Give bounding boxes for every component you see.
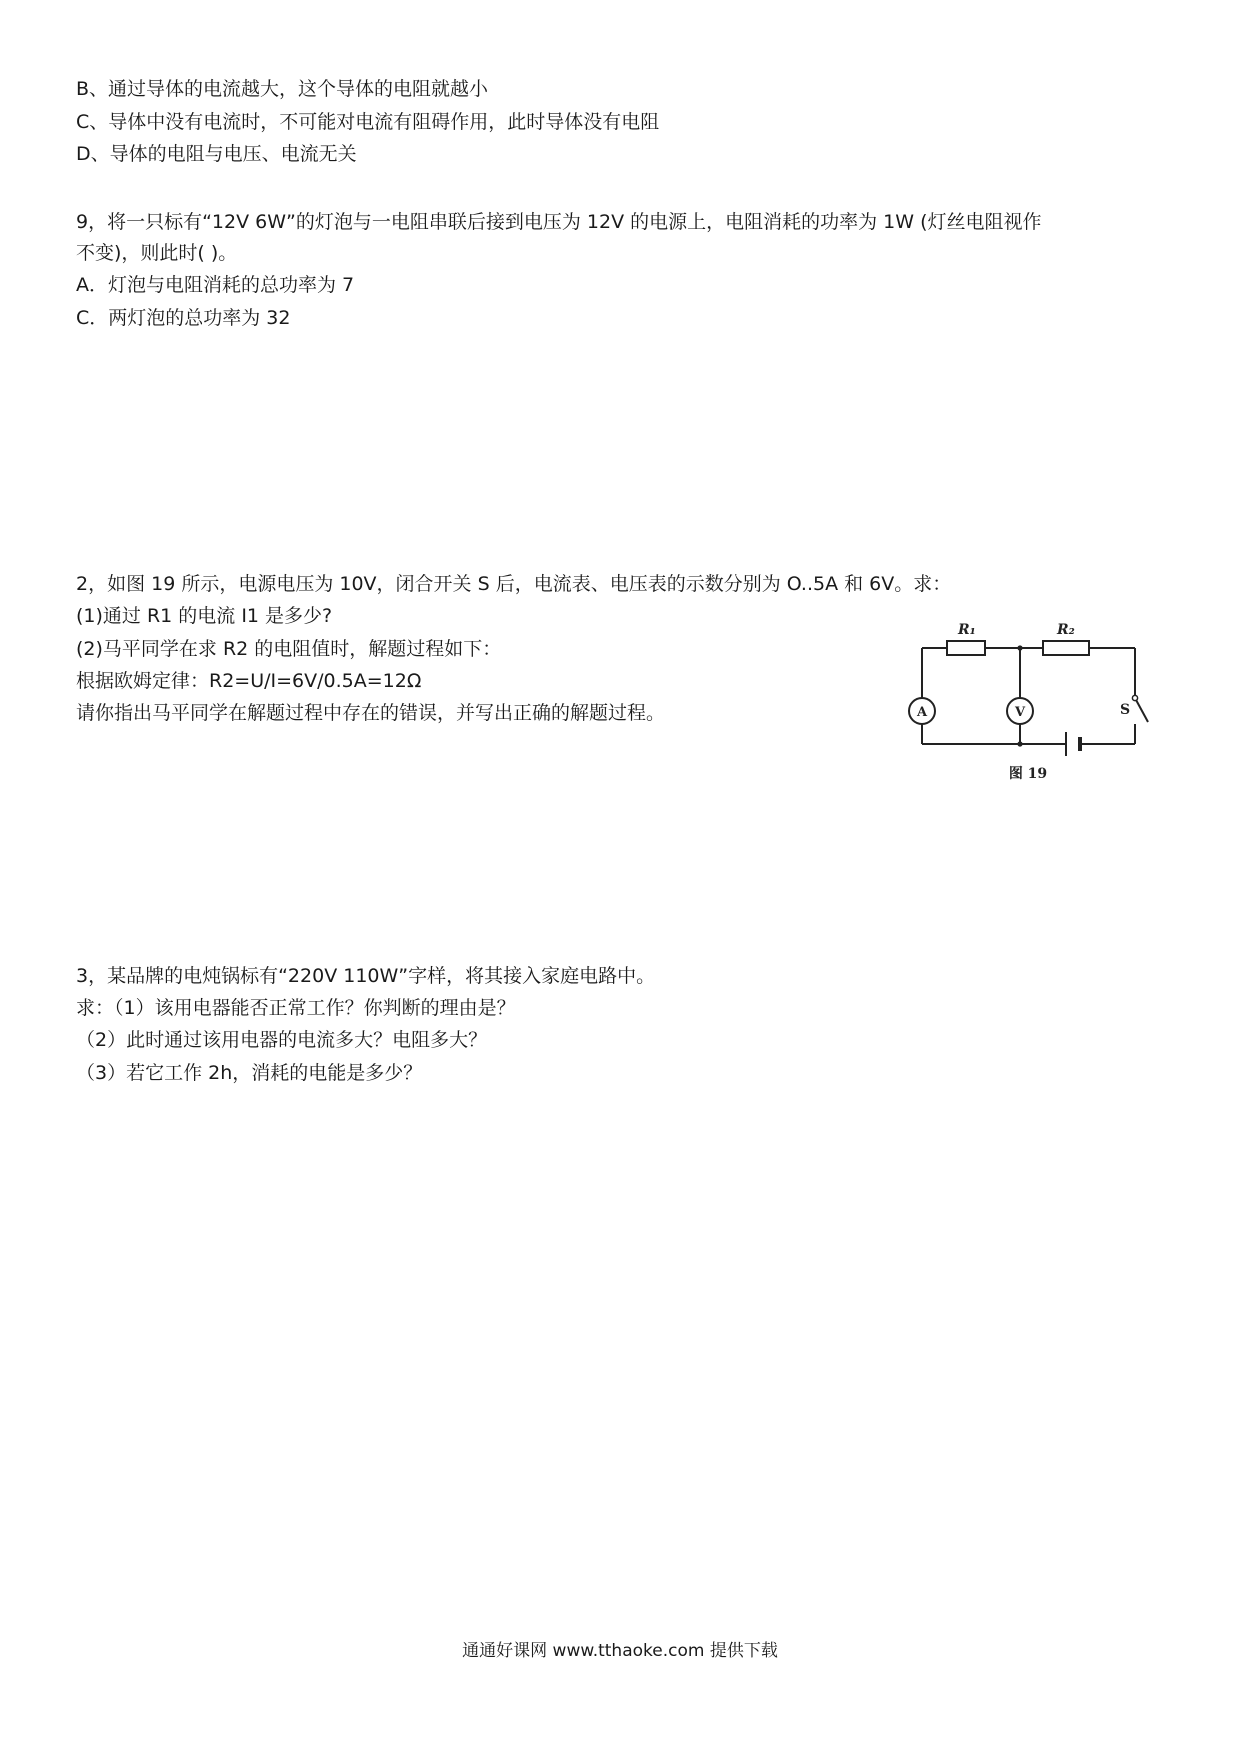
p2-part1: (1)通过 R1 的电流 I1 是多少? (76, 605, 333, 627)
p2-part2: (2)马平同学在求 R2 的电阻值时，解题过程如下： (76, 638, 502, 660)
q8-option-c: C、导体中没有电流时，不可能对电流有阻碍作用，此时导体没有电阻 (76, 111, 660, 133)
p2-work: 根据欧姆定律：R2=U/I=6V/0.5A=12Ω (76, 670, 422, 692)
battery (1066, 732, 1080, 756)
p3-part1: 求：（1）该用电器能否正常工作？你判断的理由是？ (76, 997, 516, 1019)
p3-stem: 3，某品牌的电炖锅标有“220V 110W”字样，将其接入家庭电路中。 (76, 965, 656, 987)
ammeter-label: A (916, 705, 928, 720)
page-footer: 通通好课网 www.tthaoke.com 提供下载 (462, 1641, 778, 1661)
resistor-r2 (1043, 641, 1089, 655)
r1-label: R₁ (958, 622, 976, 638)
p3-part3: （3）若它工作 2h，消耗的电能是多少？ (76, 1062, 423, 1084)
p3-part2: （2）此时通过该用电器的电流多大？电阻多大？ (76, 1029, 488, 1051)
r2-label: R₂ (1057, 622, 1075, 638)
circuit-diagram (900, 612, 1168, 782)
voltmeter-label: V (1014, 705, 1026, 720)
switch-s (1135, 698, 1148, 722)
resistor-r1 (947, 641, 985, 655)
q8-option-d: D、导体的电阻与电压、电流无关 (76, 143, 357, 165)
q9-option-c: C．两灯泡的总功率为 32 (76, 307, 291, 329)
q9-stem-line2: 不变)，则此时( )。 (76, 242, 238, 264)
p2-stem: 2，如图 19 所示，电源电压为 10V，闭合开关 S 后，电流表、电压表的示数分别为 O..5A 和 6V。求： (76, 573, 952, 595)
figure-caption: 图 19 (1008, 766, 1048, 782)
q9-stem-line1: 9，将一只标有“12V 6W”的灯泡与一电阻串联后接到电压为 12V 的电源上，电阻消耗的功率为 1W (灯丝电阻视作 (76, 211, 1042, 233)
q8-option-b: B、通过导体的电流越大，这个导体的电阻就越小 (76, 78, 489, 100)
p2-ask: 请你指出马平同学在解题过程中存在的错误，并写出正确的解题过程。 (76, 702, 666, 724)
q9-option-a: A．灯泡与电阻消耗的总功率为 7 (76, 274, 355, 296)
switch-label: S (1120, 702, 1131, 718)
